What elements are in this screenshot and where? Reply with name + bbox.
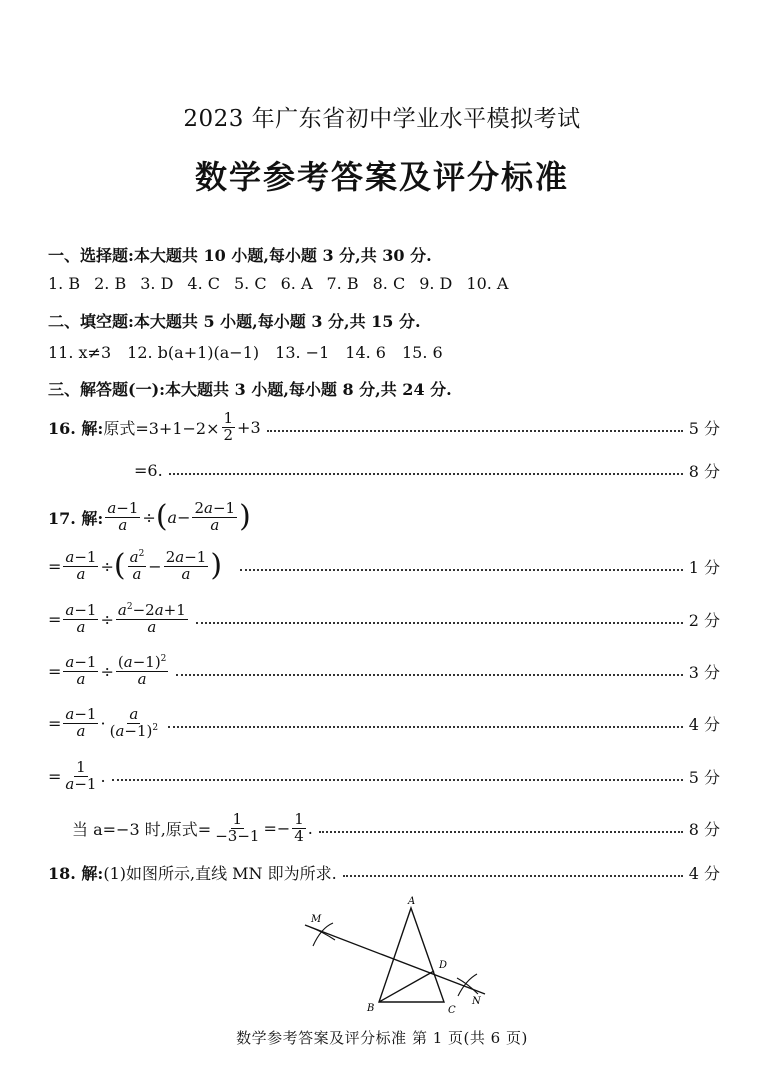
leader-dots <box>240 569 683 571</box>
section1-answers <box>48 274 508 293</box>
label-d: D <box>439 960 448 971</box>
q17-step4: = $\frac{a-1}{a}$ · $\frac{a}{(a-1)^2}$ 4 分 <box>48 704 720 740</box>
q16-step1 <box>48 408 720 444</box>
q17-points-4: 4 分 <box>688 714 720 734</box>
page-footer: 数学参考答案及评分标准 第 1 页(共 6 页) <box>236 1029 528 1047</box>
leader-dots <box>176 674 682 676</box>
answer-10: 10. A <box>466 274 509 293</box>
answer-8: 8. C <box>372 274 406 293</box>
leader-dots <box>319 831 683 833</box>
q17-step3: = $\frac{a-1}{a}$ ÷ $\frac{(a-1)^2}{a}$ 3 分 <box>48 652 720 688</box>
q18-figure <box>295 892 495 1017</box>
answer-4: 4. C <box>187 274 220 293</box>
q16-label: 16. 解: <box>48 418 104 438</box>
q18-text: (1)如图所示,直线 MN 即为所求. <box>103 863 337 883</box>
answer-1: 1. B <box>48 274 81 293</box>
exam-title: 2023 年广东省初中学业水平模拟考试 <box>183 106 581 132</box>
answer-9: 9. D <box>419 274 453 293</box>
answer-2: 2. B <box>94 274 127 293</box>
q17-sub-fraction-1: $\frac{1}{-3-1}$ <box>215 809 260 845</box>
label-c: C <box>448 1005 456 1016</box>
leader-dots <box>112 779 683 781</box>
triangle-abc <box>379 908 444 1002</box>
answer-11: 11. x≠3 <box>48 343 112 362</box>
label-m: M <box>311 914 322 925</box>
q16-expr-prefix: 原式=3+1−2× <box>103 418 220 438</box>
label-n: N <box>472 996 481 1007</box>
q16-points-2: 8 分 <box>688 461 720 481</box>
leader-dots <box>343 875 683 877</box>
arc-mark-m2 <box>310 927 335 940</box>
answer-15: 15. 6 <box>401 343 443 362</box>
leader-dots <box>196 622 683 624</box>
q17-label: 17. 解: <box>48 508 104 528</box>
leader-dots <box>168 726 683 728</box>
label-a: A <box>408 896 416 907</box>
q17-points-2: 2 分 <box>688 610 720 630</box>
q16-fraction: $\frac{1}{2}$ <box>223 408 234 444</box>
q17-substitution: 当 a=−3 时,原式= $\frac{1}{-3-1}$ =− $\frac{1}{4}$ . 8 分 <box>72 809 720 845</box>
line-mn <box>305 925 485 994</box>
leader-dots <box>267 430 683 432</box>
section2-answers <box>48 343 443 362</box>
section3-heading: 三、解答题(一):本大题共 3 小题,每小题 8 分,共 24 分. <box>48 380 452 399</box>
answer-3: 3. D <box>140 274 174 293</box>
answer-6: 6. A <box>280 274 313 293</box>
q17-step5: = $\frac{1}{a-1}$ . 5 分 <box>48 757 720 793</box>
q16-step2 <box>134 455 720 485</box>
section2-heading: 二、填空题:本大题共 5 小题,每小题 3 分,共 15 分. <box>48 312 421 331</box>
answer-7: 7. B <box>326 274 359 293</box>
q17-step2: = $\frac{a-1}{a}$ ÷ $\frac{a^2-2a+1}{a}$ 2 分 <box>48 600 720 636</box>
document-subtitle: 数学参考答案及评分标准 <box>194 158 569 196</box>
answer-14: 14. 6 <box>345 343 386 362</box>
q18-part1 <box>48 857 720 887</box>
q17-problem: 17. 解: $\frac{a-1}{a}$ ÷ ( a − $\frac{2a-1}{a}$ ) <box>48 498 251 534</box>
label-b: B <box>367 1003 375 1014</box>
q18-label: 18. 解: <box>48 863 104 883</box>
section1-heading: 一、选择题:本大题共 10 小题,每小题 3 分,共 30 分. <box>48 246 432 265</box>
q16-expr-suffix: +3 <box>237 417 261 437</box>
q17-points-1: 1 分 <box>688 557 720 577</box>
q16-result: =6. <box>134 460 163 480</box>
q16-points-1: 5 分 <box>688 418 720 438</box>
q17-sub-text: 当 a=−3 时,原式= <box>72 819 212 839</box>
q17-sub-fraction-2: $\frac{1}{4}$ <box>294 809 304 845</box>
answer-13: 13. −1 <box>275 343 330 362</box>
q17-step1: = $\frac{a-1}{a}$ ÷ ( $\frac{a^2}{a}$ − $\frac{2a-1}{a}$ ) 1 分 <box>48 547 720 583</box>
q17-points-5: 5 分 <box>688 767 720 787</box>
answer-5: 5. C <box>234 274 267 293</box>
q17-points-6: 8 分 <box>688 819 720 839</box>
answer-12: 12. b(a+1)(a−1) <box>127 343 260 362</box>
q17-points-3: 3 分 <box>688 662 720 682</box>
leader-dots <box>169 473 683 475</box>
q18-points-1: 4 分 <box>688 863 720 883</box>
